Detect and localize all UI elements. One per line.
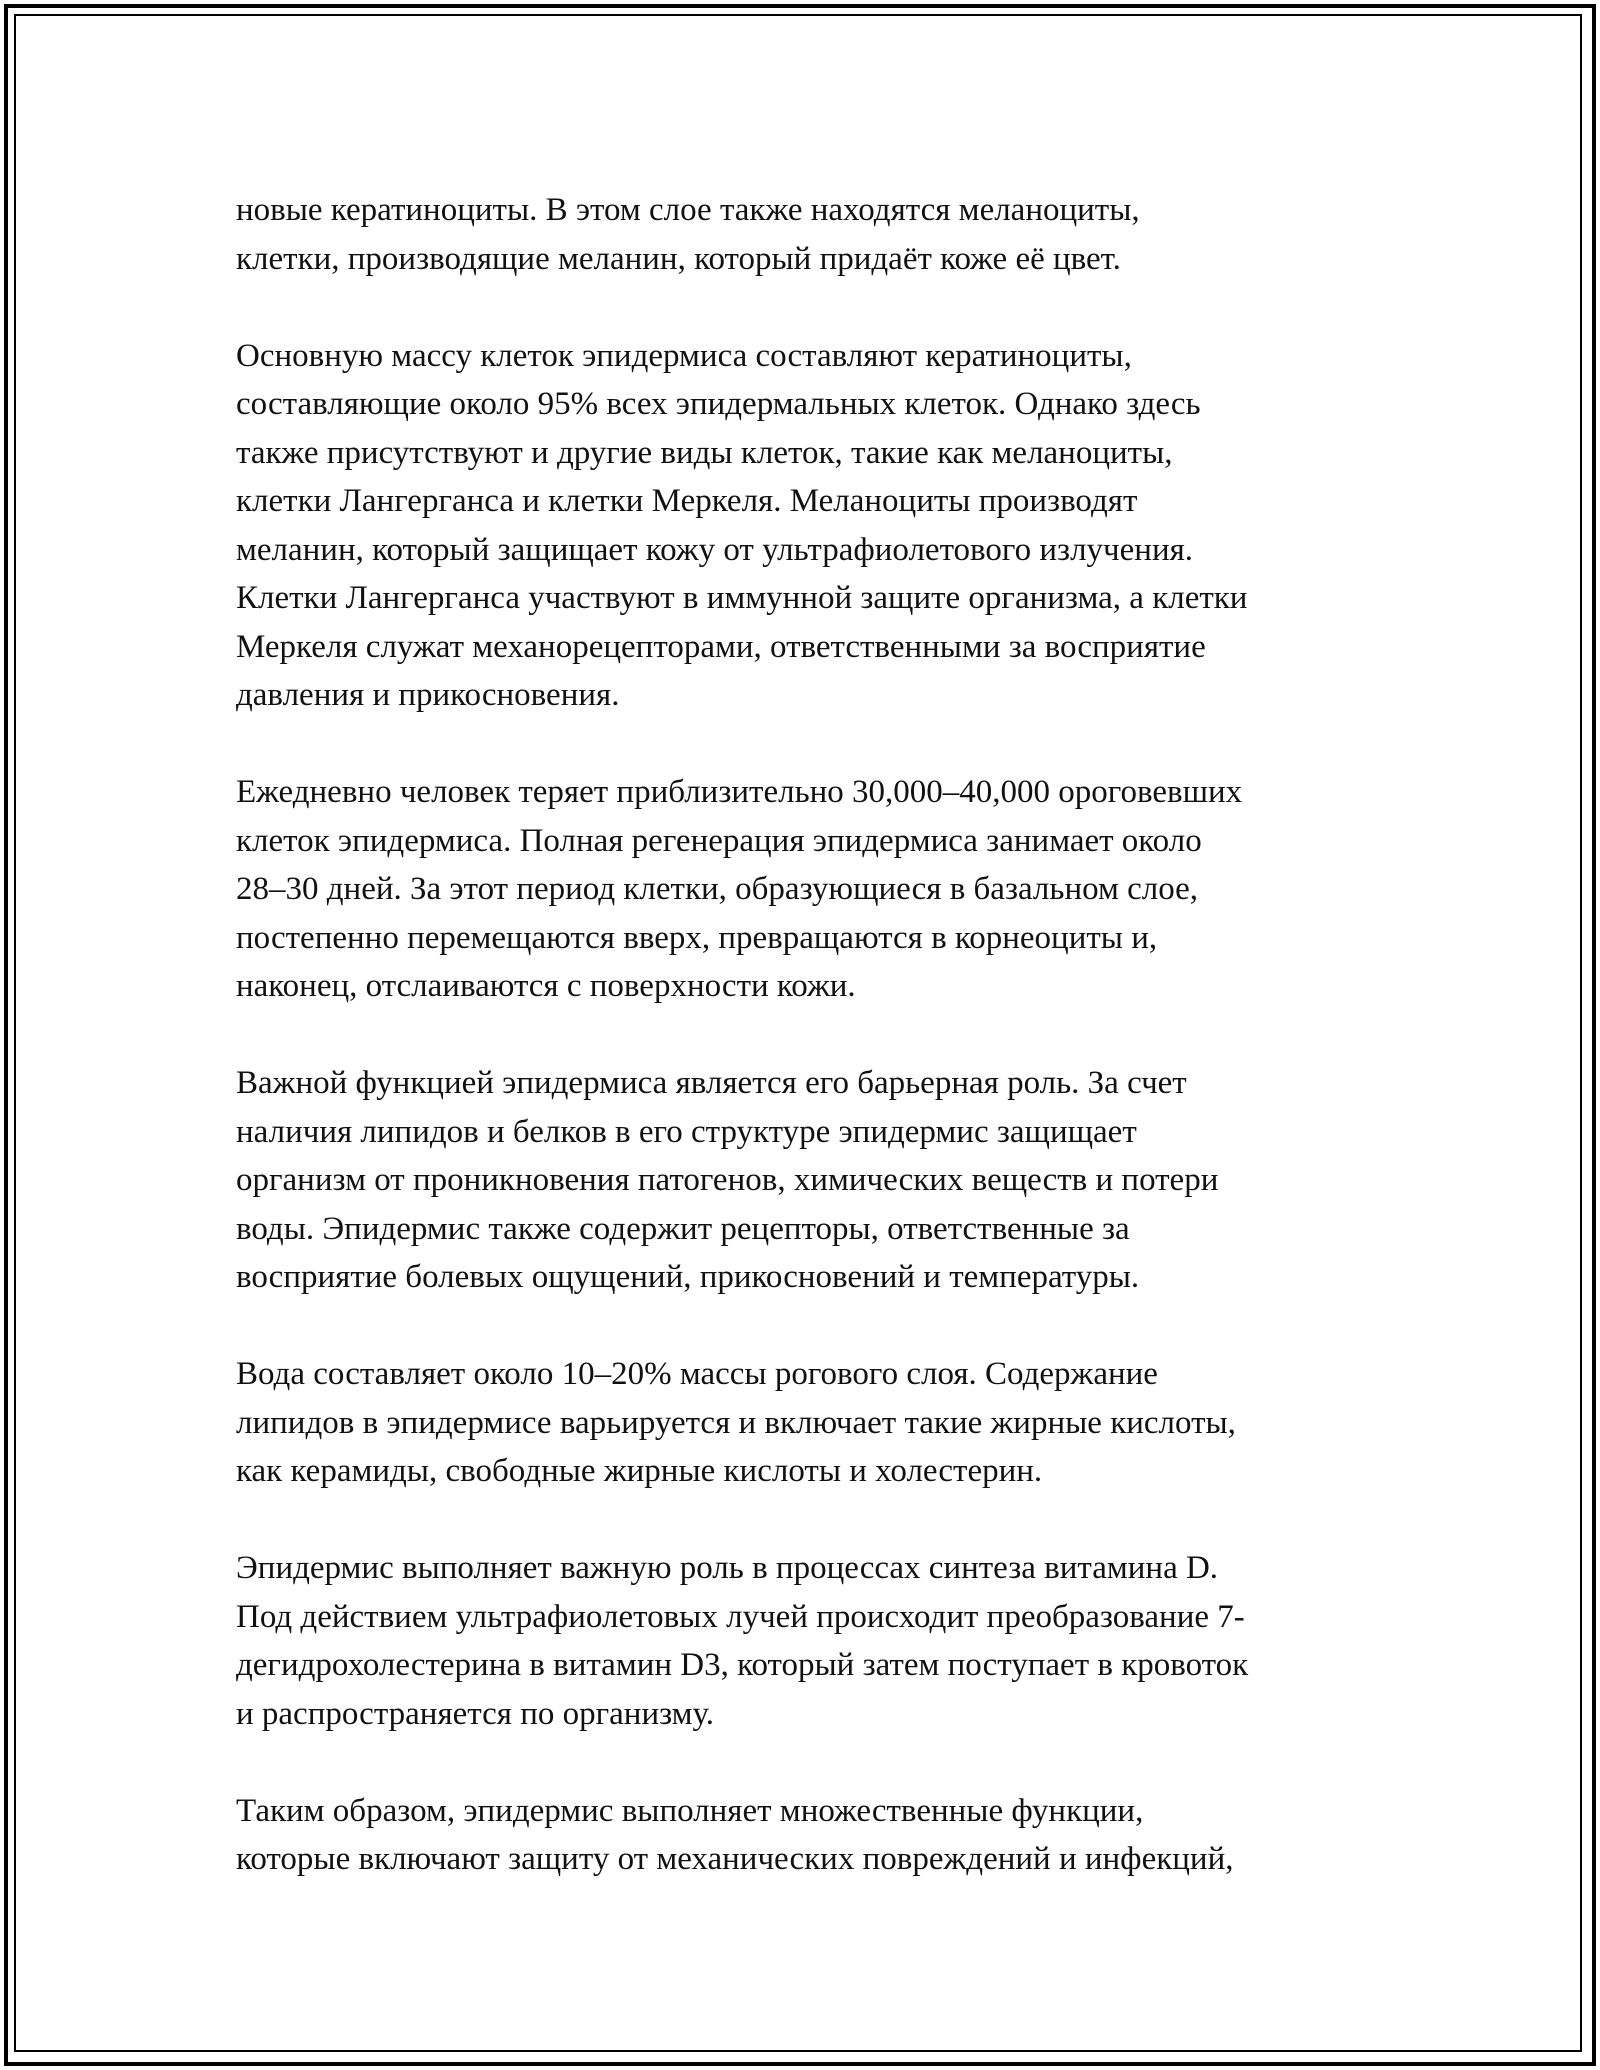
text-line: также присутствуют и другие виды клеток, такие как меланоциты, (236, 434, 1173, 471)
text-line: постепенно перемещаются вверх, превращаются в корнеоциты и, (236, 919, 1158, 956)
paragraph-2 (236, 332, 1366, 720)
text-line: клетки Лангерганса и клетки Меркеля. Меланоциты производят (236, 483, 1138, 519)
text-line: составляющие около 95% всех эпидермальных клеток. Однако здесь (236, 386, 1201, 422)
text-line: Основную массу клеток эпидермиса составляют кератиноциты, (236, 337, 1132, 374)
text-line: Меркеля служат механорецепторами, ответственными за восприятие (236, 628, 1206, 665)
text-line: восприятие болевых ощущений, прикосновений и температуры. (236, 1259, 1140, 1295)
text-line: клеток эпидермиса. Полная регенерация эпидермиса занимает около (236, 822, 1202, 859)
text-line: дегидрохолестерина в витамин D3, который затем поступает в кровоток (236, 1647, 1249, 1683)
text-line: наличия липидов и белков в его структуре эпидермис защищает (236, 1113, 1137, 1150)
text-line: Клетки Лангерганса участвуют в иммунной защите организма, а клетки (236, 580, 1248, 616)
text-line: Важной функцией эпидермиса является его барьерная роль. За счет (236, 1065, 1187, 1101)
paragraph-6 (236, 1544, 1366, 1738)
text-line: меланин, который защищает кожу от ультрафиолетового излучения. (236, 531, 1194, 568)
text-line: которые включают защиту от механических повреждений и инфекций, (236, 1841, 1234, 1877)
paragraph-1 (236, 186, 1366, 283)
text-line: организм от проникновения патогенов, химических веществ и потери (236, 1162, 1219, 1198)
text-line: и распространяется по организму. (236, 1695, 715, 1732)
document-body (236, 186, 1366, 1932)
text-line: как керамиды, свободные жирные кислоты и холестерин. (236, 1453, 1043, 1489)
text-line: Вода составляет около 10–20% массы рогового слоя. Содержание (236, 1356, 1158, 1392)
text-line: Таким образом, эпидермис выполняет множественные функции, (236, 1792, 1144, 1829)
text-line: воды. Эпидермис также содержит рецепторы, ответственные за (236, 1210, 1130, 1247)
text-line: 28–30 дней. За этот период клетки, образующиеся в базальном слое, (236, 871, 1199, 907)
paragraph-3 (236, 768, 1366, 1011)
paragraph-4 (236, 1059, 1366, 1302)
text-line: новые кератиноциты. В этом слое также находятся меланоциты, (236, 192, 1140, 228)
text-line: клетки, производящие меланин, который придаёт коже её цвет. (236, 240, 1121, 277)
text-line: Ежедневно человек теряет приблизительно 30,000–40,000 ороговевших (236, 774, 1243, 810)
text-line: Под действием ультрафиолетовых лучей происходит преобразование 7- (236, 1598, 1245, 1635)
text-line: наконец, отслаиваются с поверхности кожи. (236, 968, 856, 1004)
text-line: давления и прикосновения. (236, 677, 620, 713)
text-line: Эпидермис выполняет важную роль в процессах синтеза витамина D. (236, 1550, 1219, 1586)
text-line: липидов в эпидермисе варьируется и включает такие жирные кислоты, (236, 1404, 1236, 1441)
paragraph-7 (236, 1787, 1366, 1884)
paragraph-5 (236, 1350, 1366, 1496)
